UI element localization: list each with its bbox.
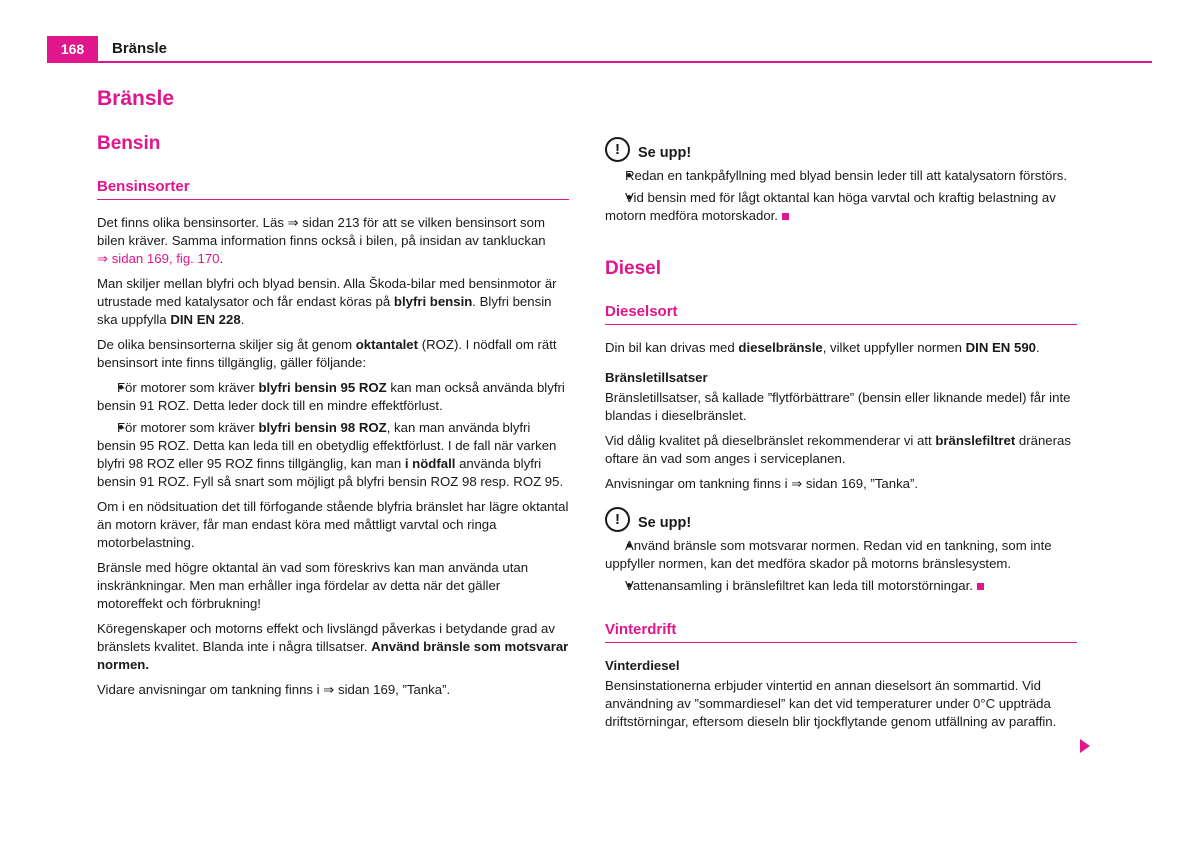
end-square-icon <box>977 583 984 590</box>
paragraph: Köregenskaper och motorns effekt och livslängd påverkas i betydande grad av bränslets kvalitet. Blanda inte i några tillsatser. Använd bränsle som motsvarar normen. <box>97 621 569 672</box>
exclamation-circle-icon: ! <box>605 137 630 162</box>
warning-bullet: ● Använd bränsle som motsvarar normen. Redan vid en tankning, som inte uppfyller normen, kan det medföra skador på motorns bränslesystem. <box>605 537 1077 573</box>
paragraph: De olika bensinsorterna skiljer sig åt genom oktantalet (ROZ). I nödfall om rätt bensinsort inte finns tillgänglig, gäller följande: <box>97 337 557 370</box>
section-title-diesel: Diesel <box>605 258 661 279</box>
chapter-title: Bränsle <box>97 87 175 110</box>
end-square-icon <box>782 213 789 220</box>
next-page-arrow-icon[interactable] <box>1080 739 1090 753</box>
page-number: 168 <box>47 36 98 61</box>
label-bransletillsatser: Bränsletillsatser <box>605 370 708 385</box>
paragraph: Din bil kan drivas med dieselbränsle, vilket uppfyller normen DIN EN 590. <box>605 340 1040 355</box>
warning-title: Se upp! <box>638 514 692 531</box>
bullet-item: ● För motorer som kräver blyfri bensin 95 ROZ kan man också använda blyfri bensin 91 ROZ. Detta leder dock till en mindre effektförlust. <box>97 379 569 415</box>
page-header <box>47 36 1152 63</box>
warning-title: Se upp! <box>638 144 692 161</box>
paragraph: Det finns olika bensinsorter. Läs ⇒ sidan 213 för att se vilken bensinsort som bilen kräver. Samma information finns också i bilen, på insidan av tankluckan ⇒ sidan 169, fig. 170. <box>97 215 546 266</box>
warning-bullet: ● Redan en tankpåfyllning med blyad bensin leder till att katalysatorn förstörs. <box>605 167 1077 185</box>
bullet-item: ● För motorer som kräver blyfri bensin 98 ROZ, kan man använda blyfri bensin 95 ROZ. Detta kan leda till en obetydlig effektförlust. I de fall när varken blyfri 98 ROZ eller 95 ROZ finns tillgänglig, kan man i nödfall använda blyfri bensin 91 ROZ. Fyll så snart som möjligt på blyfri bensin ROZ 98 resp. ROZ 95. <box>97 419 569 491</box>
subsection-title-vinterdrift: Vinterdrift <box>605 619 1077 643</box>
running-title: Bränsle <box>112 40 168 57</box>
paragraph: Bränsle med högre oktantal än vad som föreskrivs kan man använda utan inskränkningar. Men man erhåller inga fördelar av detta när det gäller motoreffekt och förbrukning! <box>97 560 529 611</box>
paragraph: Man skiljer mellan blyfri och blyad bensin. Alla Škoda-bilar med bensinmotor är utrustade med katalysator och får endast köras på blyfri bensin. Blyfri bensin ska uppfylla DIN EN 228. <box>97 276 557 327</box>
cross-reference-link[interactable]: ⇒ sidan 169, fig. 170 <box>97 251 220 266</box>
right-column <box>605 137 1077 738</box>
paragraph: Bränsletillsatser, så kallade ”flytförbättrare” (bensin eller liknande medel) får inte blandas i dieselbränslet. <box>605 390 1071 423</box>
paragraph: Bensinstationerna erbjuder vintertid en annan dieselsort än sommartid. Vid användning av ”sommardiesel” kan det vid temperaturer under 0°C uppträda driftstörningar, eftersom dieseln blir tjockflytande genom utfällning av paraffin. <box>605 678 1057 729</box>
label-vinterdiesel: Vinterdiesel <box>605 658 680 673</box>
paragraph: Vid dålig kvalitet på dieselbränslet rekommenderar vi att bränslefiltret dräneras oftare än vad som anges i serviceplanen. <box>605 433 1071 466</box>
paragraph: Om i en nödsituation det till förfogande stående blyfria bränslet har lägre oktantal än motorn kräver, får man endast köra med måttligt varvtal och ringa motorbelastning. <box>97 499 569 550</box>
left-column <box>97 84 569 706</box>
paragraph: Anvisningar om tankning finns i ⇒ sidan 169, ”Tanka”. <box>605 476 919 491</box>
warning-bullet: ● Vattenansamling i bränslefiltret kan leda till motorstörningar. <box>605 577 1077 595</box>
warning-header <box>605 507 1077 532</box>
section-title-bensin: Bensin <box>97 133 161 154</box>
subsection-title-dieselsort: Dieselsort <box>605 301 1077 325</box>
paragraph: Vidare anvisningar om tankning finns i ⇒ sidan 169, ”Tanka”. <box>97 682 451 697</box>
exclamation-circle-icon: ! <box>605 507 630 532</box>
warning-bullet: ● Vid bensin med för lågt oktantal kan höga varvtal och kraftig belastning av motorn medföra motorskador. <box>605 189 1077 225</box>
subsection-title-bensinsorter: Bensinsorter <box>97 176 569 200</box>
warning-header <box>605 137 1077 162</box>
